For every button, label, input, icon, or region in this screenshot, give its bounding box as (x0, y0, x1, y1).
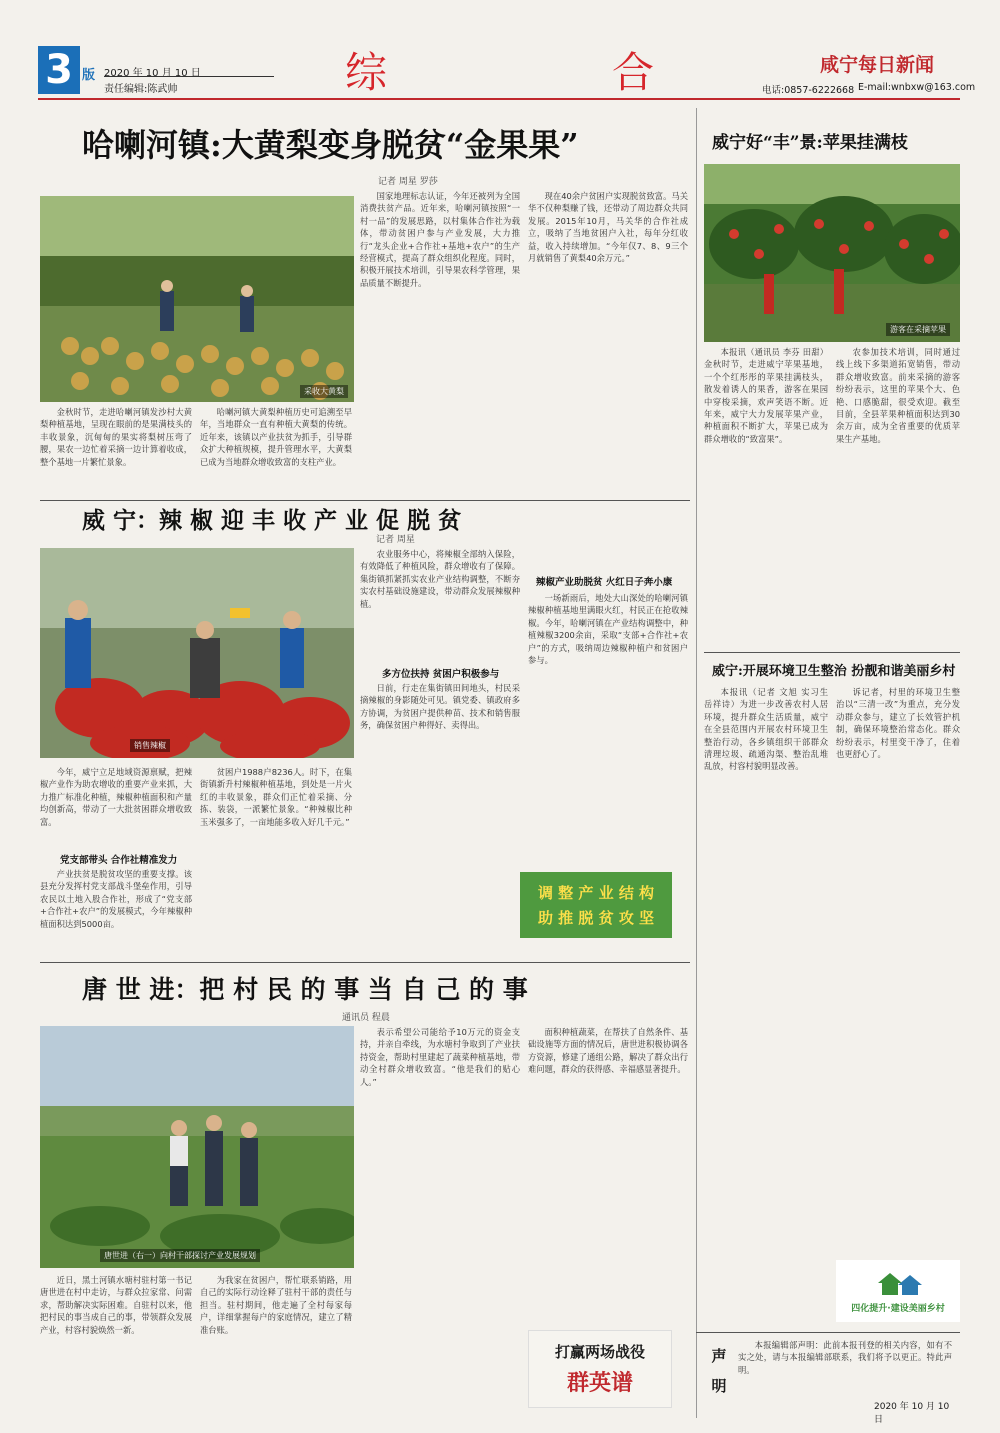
promo2-line1: 打赢两场战役 (554, 1343, 645, 1361)
article1-text-col-a: 金秋时节，走进哈喇河镇发沙村大黄梨种植基地，呈现在眼前的是果满枝头的丰收景象，沉甸甸的果实将梨树压弯了腰，果农一边忙着采摘一边计算着收成，整个基地一片繁忙景象。 (40, 407, 192, 467)
article2-photo-caption: 销售辣椒 (130, 739, 170, 752)
right-article2-text-col-b: 诉记者，村里的环境卫生整治以“三清一改”为重点，充分发动群众参与，建立了长效管护机制，确保环境整治常态化。群众纷纷表示，村里变干净了，住着也更舒心了。 (836, 687, 960, 760)
right-article1-bottom-rule (704, 652, 960, 653)
header-rule (38, 98, 960, 100)
article1-photo (40, 196, 354, 402)
article2-text-col-c2: 日前，行走在集街镇田间地头，村民采摘辣椒的身影随处可见。镇党委、镇政府多方协调，为贫困户提供种苗、技术和销售服务，确保贫困户种得好、卖得出。 (360, 683, 520, 731)
promo2-line2: 群英谱 (566, 1370, 633, 1396)
article1-title: 哈喇河镇:大黄梨变身脱贫“金果果” (82, 126, 579, 164)
rural-house-icon (868, 1269, 928, 1299)
article2-title: 威 宁：辣 椒 迎 丰 收 产 业 促 脱 贫 (82, 507, 462, 534)
article2-subhead-a: 党支部带头 合作社精准发力 (60, 855, 178, 866)
right-article2-title: 威宁:开展环境卫生整治 扮靓和谐美丽乡村 (712, 664, 956, 679)
section-title-right: 合 (612, 48, 657, 97)
right-article1-photo (704, 164, 960, 342)
right-article2-text-col-a: 本报讯（记者 文旭 实习生 岳祥诗）为进一步改善农村人居环境，提升群众生活质量，威宁在全县范围内开展农村环境卫生整治行动，各乡镇组织干部群众清理垃圾、疏通沟渠、整治乱堆乱放，村容村貌明显改善。 (704, 687, 828, 772)
right-article1-text-col-b: 农参加技术培训，同时通过线上线下多渠道拓宽销售，带动群众增收致富。前来采摘的游客纷纷表示，这里的苹果个大、色艳、口感脆甜，很受欢迎。截至目前，全县苹果种植面积达到30余万亩，成为全省重要的优质苹果生产基地。 (836, 347, 960, 444)
article3-text-col-d: 面积种植蔬菜，在帮扶了自然条件、基础设施等方面的情况后，唐世进积极协调各方资源，修建了通组公路，解决了群众出行难问题，群众的获得感、幸福感显著提升。 (528, 1027, 688, 1075)
newspaper-brand: 咸宁每日新闻 (820, 54, 935, 76)
page-number: 3 (38, 46, 80, 94)
article1-text-col-c: 国家地理标志认证，今年还被列为全国消费扶贫产品。近年来，哈喇河镇按照“一村一品”的发展思路，以村集体合作社为载体，带动贫困户参与产业发展，大力推行“龙头企业+合作社+基地+农户”的生产经营模式，提高了群众组织化程度。同时，积极开展技术培训，引导果农科学管理，果品质量不断提升。 (360, 191, 520, 288)
notice-label-line1: 声 (711, 1347, 727, 1365)
promo-banner-industry (520, 872, 672, 938)
article2-byline: 记者 周星 (376, 535, 415, 545)
editor-credit: 责任编辑:陈武帅 (104, 84, 178, 95)
article2-text-col-a2: 产业扶贫是脱贫攻坚的重要支撑。该县充分发挥村党支部战斗堡垒作用，引导农民以土地入股合作社，形成了“党支部+合作社+农户”的发展模式，今年辣椒种植面积达到5000亩。 (40, 869, 192, 929)
article2-subhead-c: 多方位扶持 贫困户积极参与 (382, 669, 500, 680)
article3-photo-caption: 唐世进（右一）向村干部探讨产业发展规划 (100, 1249, 260, 1262)
ad-slogan: 四化提升·建设美丽乡村 (851, 1303, 945, 1314)
notice-label-line2: 明 (711, 1377, 727, 1395)
article1-photo-caption: 采收大黄梨 (300, 385, 348, 398)
page-suffix: 版 (82, 68, 96, 83)
section-title-left: 综 (345, 48, 390, 97)
notice-date: 2020 年 10 月 10 日 (874, 1402, 950, 1425)
right-article1-photo-caption: 游客在采摘苹果 (886, 323, 950, 336)
promo1-line1: 调 整 产 业 结 构 (537, 884, 655, 902)
article1-text-col-b: 哈喇河镇大黄梨种植历史可追溯至早年，当地群众一直有种植大黄梨的传统。近年来，该镇以产业扶贫为抓手，引导群众扩大种植规模，提升管理水平，大黄梨已成为当地群众增收致富的支柱产业。 (200, 407, 352, 467)
right-article1-text-col-a: 本报讯（通讯员 李芬 田甜）金秋时节，走进威宁苹果基地，一个个红彤彤的苹果挂满枝头，散发着诱人的果香，游客在果园中穿梭采摘，欢声笑语不断。近年来，威宁大力发展苹果产业，种植面积不断扩大，苹果已成为群众增收的“致富果”。 (704, 347, 828, 444)
promo1-line2: 助 推 脱 贫 攻 坚 (537, 909, 655, 927)
rural-beautification-ad (836, 1260, 960, 1322)
article2-text-col-d: 一场新雨后，地处大山深处的哈喇河镇辣椒种植基地里满眼火红，村民正在抢收辣椒。今年，哈喇河镇在产业结构调整中，种植辣椒3200余亩，采取“支部+合作社+农户”的方式，吸纳周边辣椒种植户和贫困户参与。 (528, 593, 688, 666)
contact-email: E-mail:wnbxw@163.com (858, 82, 976, 93)
article3-text-col-a: 近日，黑土河镇水塘村驻村第一书记唐世进在村中走访，与群众拉家常、问需求，帮助解决实际困难。自驻村以来，他把村民的事当成自己的事，带领群众发展产业，村容村貌焕然一新。 (40, 1275, 192, 1335)
article2-photo (40, 548, 354, 758)
right-column-divider (696, 108, 697, 1418)
article3-byline: 通讯员 程晨 (342, 1013, 390, 1023)
notice-box (696, 1332, 960, 1425)
article2-text-col-b: 贫困户1988户8236人。时下，在集街镇新升村辣椒种植基地，到处是一片火红的丰收景象，群众们正忙着采摘、分拣、装袋，一派繁忙景象。“种辣椒比种玉米强多了，一亩地能多收入好几千元。” (200, 767, 352, 827)
right-article1-title: 威宁好“丰”景:苹果挂满枝 (712, 133, 908, 153)
notice-label (704, 1341, 734, 1401)
article1-byline: 记者 周星 罗莎 (378, 177, 438, 187)
contact-phone: 电话:0857-6222668 (762, 85, 855, 96)
article2-subhead-d: 辣椒产业助脱贫 火红日子奔小康 (536, 577, 673, 588)
article2-text-col-a: 今年，威宁立足地域资源禀赋，把辣椒产业作为助农增收的重要产业来抓，大力推广标准化种植，辣椒种植面积和产量均创新高，带动了一大批贫困群众增收致富。 (40, 767, 192, 827)
article3-text-col-c: 表示希望公司能给予10万元的资金支持，并亲自牵线，为水塘村争取到了产业扶持资金，帮助村里建起了蔬菜种植基地，带动全村群众增收致富。“他是我们的贴心人。” (360, 1027, 520, 1087)
header-divider (104, 76, 274, 77)
article1-text-col-d: 现在40余户贫困户实现脱贫致富。马关华不仅种梨赚了钱，还带动了周边群众共同发展。2015年10月，马关华的合作社成立，吸纳了当地贫困户入社，每年分红收益，收入持续增加。“今年仅7、8、9三个月就销售了黄梨40余万元。” (528, 191, 688, 264)
article3-photo (40, 1026, 354, 1268)
notice-text: 本报编辑部声明：此前本报刊登的相关内容，如有不实之处，请与本报编辑部联系，我们将予以更正。特此声明。 (738, 1340, 952, 1375)
issue-date: 2020 年 10 月 10 日 (104, 68, 201, 79)
article2-bottom-rule (40, 962, 690, 963)
article2-text-col-c: 农业服务中心，将辣椒全部纳入保险，有效降低了种植风险，群众增收有了保障。集街镇抓紧抓实农业产业结构调整，不断夯实农村基础设施建设，带动群众发展辣椒种植。 (360, 549, 520, 609)
promo-banner-heroes (528, 1330, 672, 1408)
article1-bottom-rule (40, 500, 690, 501)
article3-text-col-b: 为我家在贫困户，帮忙联系销路，用自己的实际行动诠释了驻村干部的责任与担当。驻村期间，他走遍了全村每家每户，详细掌握每户的家庭情况，建立了精准台账。 (200, 1275, 352, 1335)
article3-title: 唐 世 进：把 村 民 的 事 当 自 己 的 事 (82, 975, 528, 1004)
